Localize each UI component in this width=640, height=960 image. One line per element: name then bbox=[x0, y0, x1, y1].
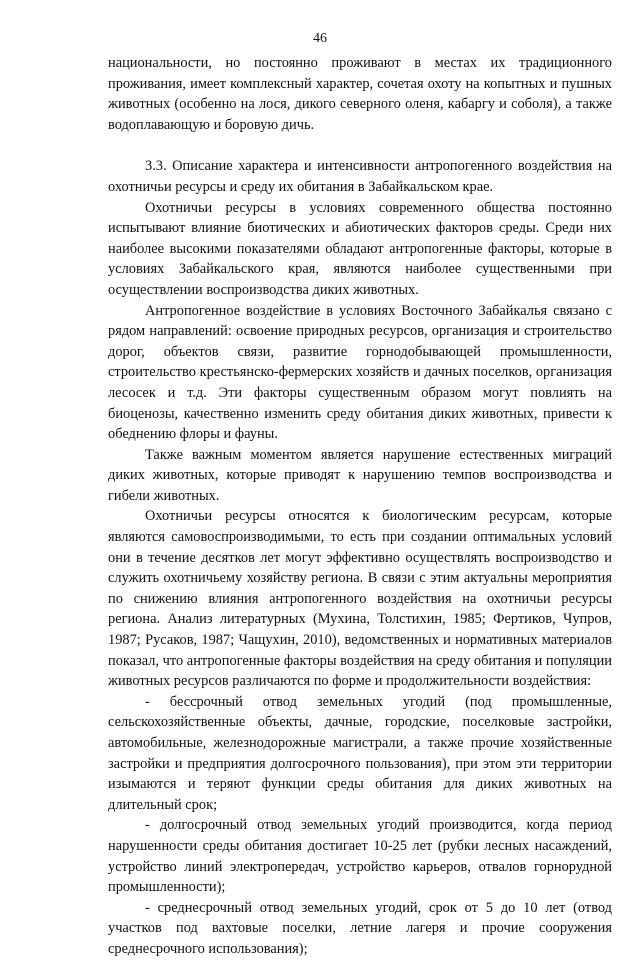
paragraph-continuation: национальности, но постоянно проживают в местах их традиционного проживания, имеет комплексный характер, сочетая охоту на копытных и пушных животных (особенно на лося, дикого северного оленя, кабаргу и соболя), а также водоплавающую и боровую дичь. bbox=[108, 55, 612, 133]
list-item: - среднесрочный отвод земельных угодий, срок от 5 до 10 лет (отвод участков под вахтовые поселки, летние лагеря и прочие сооружения среднесрочного использования); bbox=[108, 899, 612, 957]
section-heading-3-3: 3.3. Описание характера и интенсивности антропогенного воздействия на охотничьи ресурсы и среду их обитания в Забайкальском крае. bbox=[108, 158, 612, 195]
paragraph: Также важным моментом является нарушение естественных миграций диких животных, которые приводят к нарушению темпов воспроизводства и гибели животных. bbox=[108, 446, 612, 504]
body-text bbox=[108, 53, 612, 960]
paragraph: Антропогенное воздействие в условиях Восточного Забайкалья связано с рядом направлений: освоение природных ресурсов, организация и строительство дорог, объектов связи, развитие горнодобывающей промышленности, строительство крестьянско-фермерских хозяйств и дачных поселков, организация лесосек и т.д. Эти факторы существенным образом могут повлиять на биоценозы, качественно изменить среду обитания диких животных, привести к обеднению флоры и фауны. bbox=[108, 302, 612, 443]
paragraph: Охотничьи ресурсы относятся к биологическим ресурсам, которые являются самовоспроизводимыми, то есть при создании оптимальных условий они в течение десятков лет могут эффективно осуществлять воспроизводство и служить охотничьему хозяйству региона. В связи с этим актуальны мероприятия по снижению влияния антропогенного воздействия на охотничьи ресурсы региона. Анализ литературных (Мухина, Толстихин, 1985; Фертиков, Чупров, 1987; Русаков, 1987; Чащухин, 2010), ведомственных и нормативных материалов показал, что антропогенные факторы воздействия на среду обитания и популяции животных ресурсов различаются по форме и продолжительности воздействия: bbox=[108, 508, 612, 690]
page-number: 46 bbox=[313, 31, 327, 46]
paragraph: Охотничьи ресурсы в условиях современного общества постоянно испытывают влияние биотических и абиотических факторов среды. Среди них наиболее высокими показателями обладают антропогенные факторы, которые в условиях Забайкальского края, являются наиболее существенными при осуществлении воспроизводства диких животных. bbox=[108, 199, 612, 298]
list-item: - долгосрочный отвод земельных угодий производится, когда период нарушенности среды обитания достигает 10-25 лет (рубки лесных насаждений, устройство линий электропередач, устройство карьеров, отвалов горнорудной промышленности); bbox=[108, 817, 612, 896]
list-item: - бессрочный отвод земельных угодий (под промышленные, сельскохозяйственные объекты, дачные, городские, поселковые застройки, автомобильные, железнодорожные магистрали, а также прочие хозяйственные застройки и предприятия долгосрочного пользования), при этом эти территории изымаются и теряют функции среды обитания для диких животных на длительный срок; bbox=[108, 693, 612, 813]
